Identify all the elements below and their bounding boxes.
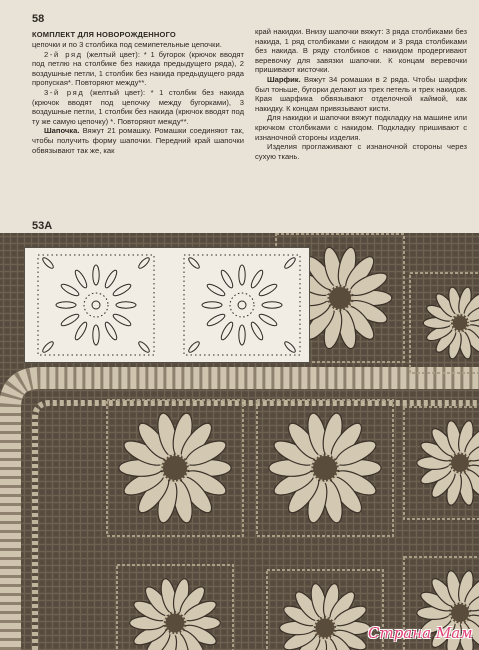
paragraph-text: Вяжут 21 ромашку. Ромашки соединяют так, чтобы получить форму шапочки. Передний край шапочки обвязывают так же, как — [32, 126, 244, 155]
paragraph — [32, 88, 244, 126]
paragraph-text: (желтый цвет): * 1 столбик без накида (крючок вводят под цепочку между бугорками), 3 воздушные петли, 1 столбик без накида (крючок вводят под ту же самую цепочку) *. Повторяют между**. — [32, 87, 244, 126]
paragraph: Изделия проглаживают с изнаночной стороны через сухую ткань. — [255, 142, 467, 161]
paragraph: край накидки. Внизу шапочки вяжут: 3 ряда столбиками без накида, 1 ряд столбиками с накидом и 3 ряда столбиками без накида. В ряду столбиков с накидом продергивают веревочку для завязки шапочки. К концам веревочки пришивают кисточки. — [255, 27, 467, 75]
crochet-diagram-drawing — [24, 247, 310, 363]
paragraph: Для накидки и шапочки вяжут подкладку на машине или крючком столбиками с накидом. Подкладку пришивают с изнаночной стороны изделия. — [255, 113, 467, 142]
section-heading: Шарфик. — [267, 74, 301, 84]
paragraph — [255, 75, 467, 113]
paragraph — [32, 126, 244, 155]
crochet-diagram — [24, 247, 310, 363]
running-head: КОМПЛЕКТ ДЛЯ НОВОРОЖДЕННОГО — [32, 30, 176, 39]
paragraph-text: Вяжут 34 ромашки в 2 ряда. Чтобы шарфик был тоньше, бугорки делают из трех петель и трех накидов. Края шарфика обвязывают отделочной каймой, как накидку. К концам привязывают кисти. — [255, 74, 467, 113]
page-number: 58 — [32, 13, 45, 25]
figure-label: 53А — [32, 220, 53, 232]
paragraph-text: (желтый цвет): * 1 бугорок (крючок вводят под петлю на столбике без накида предыдущего ряда), 2 воздушные петли, 1 столбик без накида предыдущего ряда пропуская*. Повторяют между**. — [32, 49, 244, 88]
paragraph: цепочки и по 3 столбика под семипетельные цепочки. — [32, 40, 222, 49]
site-watermark-logo: Страна Мам — [368, 624, 473, 642]
row-label: 3-й ряд — [44, 87, 85, 97]
paragraph — [32, 50, 244, 88]
right-text-column — [255, 27, 467, 161]
section-heading: Шапочка. — [44, 126, 80, 136]
row-label: 2-й ряд — [44, 49, 83, 59]
left-text-column — [32, 40, 244, 155]
